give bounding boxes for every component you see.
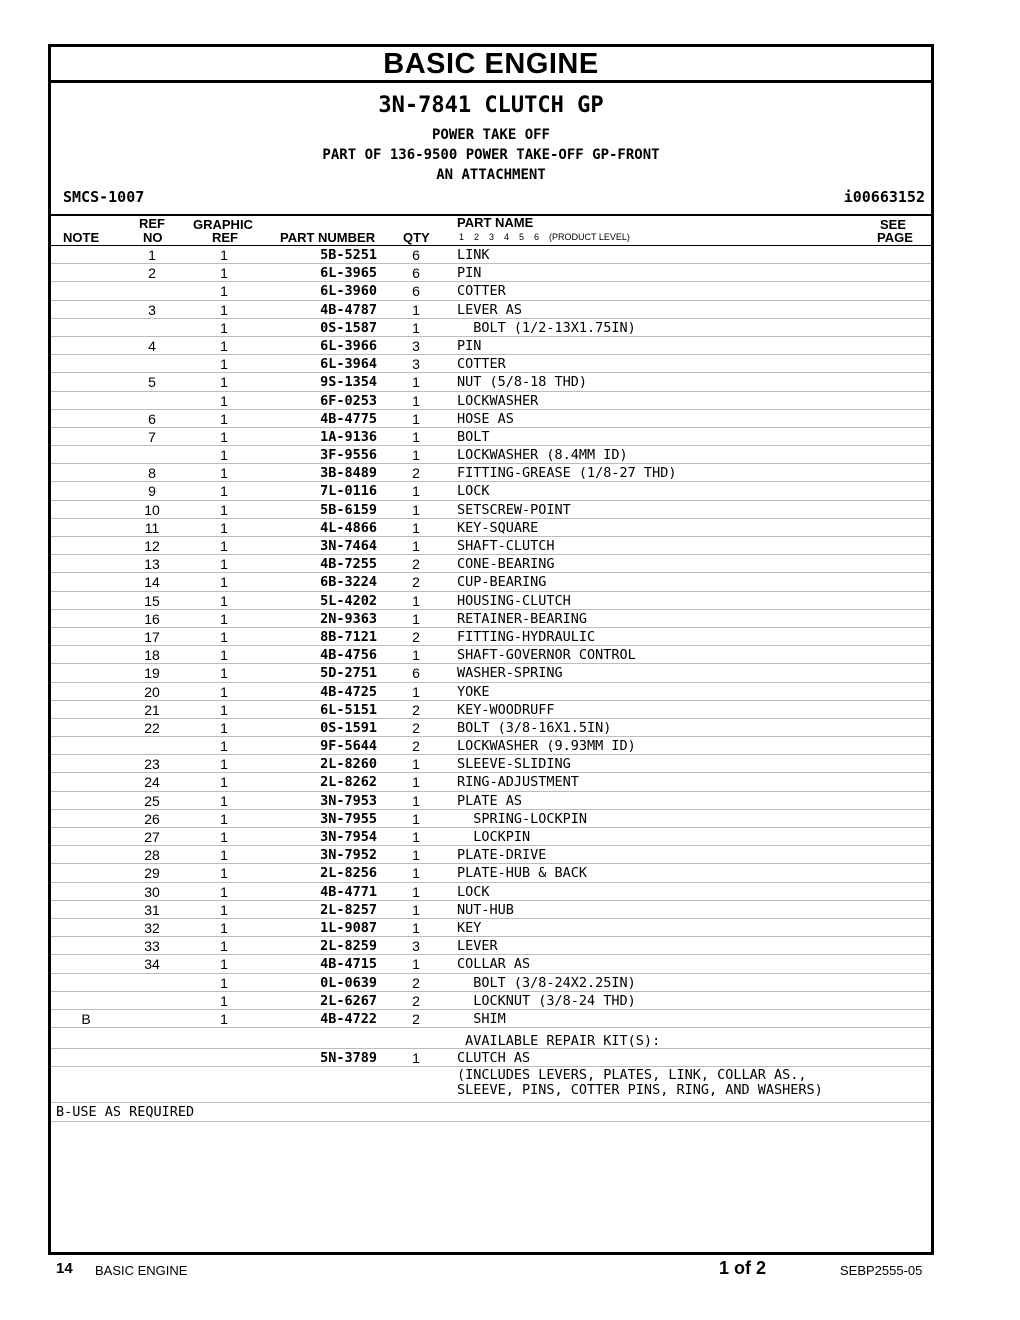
quantity: 2 xyxy=(412,1010,420,1027)
part-name: LOCKNUT (3/8-24 THD) xyxy=(457,992,636,1009)
quantity: 1 xyxy=(412,301,420,318)
graphic-ref: 1 xyxy=(220,337,228,354)
ref-number: 9 xyxy=(148,483,156,500)
quantity: 2 xyxy=(412,574,420,591)
quantity: 2 xyxy=(412,465,420,482)
quantity: 1 xyxy=(412,392,420,409)
ref-number: 33 xyxy=(144,938,160,955)
quantity: 1 xyxy=(412,883,420,900)
table-row xyxy=(51,646,931,664)
graphic-ref: 1 xyxy=(220,465,228,482)
part-number: 5B-5251 xyxy=(320,247,377,263)
part-number: 4B-4771 xyxy=(320,883,377,900)
parts-table-body xyxy=(51,246,931,1028)
part-name: LOCKWASHER (8.4MM ID) xyxy=(457,447,628,464)
parts-list-frame xyxy=(48,44,934,1255)
part-number: 2L-8257 xyxy=(320,901,377,918)
part-number: 4B-4715 xyxy=(320,956,377,973)
part-number: 2L-6267 xyxy=(320,992,377,1009)
table-row xyxy=(51,446,931,464)
table-row xyxy=(51,755,931,773)
ref-number: 25 xyxy=(144,792,160,809)
part-number: 3B-8489 xyxy=(320,465,377,482)
ref-number: 28 xyxy=(144,847,160,864)
ref-number: 21 xyxy=(144,701,160,718)
col-graphic-bottom: REF xyxy=(212,230,238,245)
quantity: 1 xyxy=(412,410,420,427)
quantity: 1 xyxy=(412,538,420,554)
part-name: PIN xyxy=(457,265,482,282)
footnote-row xyxy=(51,1103,931,1122)
table-row xyxy=(51,392,931,410)
table-row xyxy=(51,864,931,882)
table-row xyxy=(51,683,931,701)
part-name: FITTING-HYDRAULIC xyxy=(457,628,596,645)
part-name: SHAFT-CLUTCH xyxy=(457,538,555,554)
page-of: 1 of 2 xyxy=(719,1258,767,1278)
part-name: FITTING-GREASE (1/8-27 THD) xyxy=(457,465,677,482)
table-row xyxy=(51,919,931,937)
graphic-ref: 1 xyxy=(220,556,228,573)
part-name: SHAFT-GOVERNOR CONTROL xyxy=(457,647,636,664)
note-cell: B xyxy=(81,1010,91,1027)
part-number: 4B-4775 xyxy=(320,410,377,427)
table-row xyxy=(51,573,931,591)
quantity: 2 xyxy=(412,992,420,1009)
graphic-ref: 1 xyxy=(220,738,228,755)
part-name: LOCKWASHER (9.93MM ID) xyxy=(457,738,636,755)
part-name: PLATE AS xyxy=(457,792,523,809)
quantity: 6 xyxy=(412,265,420,282)
col-ref-no-bottom: NO xyxy=(143,230,163,245)
part-number: 4B-4787 xyxy=(320,301,377,318)
col-part-number: PART NUMBER xyxy=(280,230,376,245)
ref-number: 2 xyxy=(148,265,156,282)
part-name: RETAINER-BEARING xyxy=(457,610,588,627)
part-number: 3F-9556 xyxy=(320,447,377,464)
graphic-ref: 1 xyxy=(220,956,228,973)
ref-number: 34 xyxy=(144,956,160,973)
table-row xyxy=(51,264,931,282)
repair-kit-note: (INCLUDES LEVERS, PLATES, LINK, COLLAR AS., SLEEVE, PINS, COTTER PINS, RING, AND WASHERS) xyxy=(457,1067,823,1099)
ref-number: 4 xyxy=(148,337,156,354)
quantity: 3 xyxy=(412,337,420,354)
part-number: 7L-0116 xyxy=(320,483,377,500)
graphic-ref: 1 xyxy=(220,356,228,373)
ref-number: 24 xyxy=(144,774,160,791)
col-note: NOTE xyxy=(63,230,100,245)
ref-number: 13 xyxy=(144,556,160,573)
part-number: 4B-4722 xyxy=(320,1010,377,1027)
footnote: B-USE AS REQUIRED xyxy=(56,1104,195,1121)
quantity: 3 xyxy=(412,356,420,373)
table-row xyxy=(51,901,931,919)
ref-number: 14 xyxy=(144,574,160,591)
part-name: LEVER xyxy=(457,938,498,955)
repair-kit-note-row xyxy=(51,1067,931,1103)
table-row xyxy=(51,301,931,319)
ref-number: 6 xyxy=(148,410,156,427)
repair-kit-row xyxy=(51,1049,931,1067)
quantity: 1 xyxy=(412,756,420,773)
part-name: LOCKPIN xyxy=(457,829,531,845)
table-row xyxy=(51,246,931,264)
ref-number: 1 xyxy=(148,247,156,263)
part-number: 2L-8259 xyxy=(320,938,377,955)
part-name: YOKE xyxy=(457,683,490,700)
ref-number: 20 xyxy=(144,683,160,700)
part-number: 2L-8262 xyxy=(320,774,377,791)
part-name: PIN xyxy=(457,337,482,354)
part-number: 6L-3964 xyxy=(320,356,377,373)
ref-number: 5 xyxy=(148,374,156,391)
quantity: 6 xyxy=(412,665,420,682)
smcs-code: SMCS-1007 xyxy=(63,188,145,206)
column-header xyxy=(51,216,931,246)
part-number: 0L-0639 xyxy=(320,974,377,991)
graphic-ref: 1 xyxy=(220,628,228,645)
table-row xyxy=(51,883,931,901)
part-name: SLEEVE-SLIDING xyxy=(457,756,571,773)
table-row xyxy=(51,337,931,355)
col-qty: QTY xyxy=(403,230,430,245)
part-number: 9F-5644 xyxy=(320,738,377,755)
ref-number: 27 xyxy=(144,829,160,845)
part-number: 5L-4202 xyxy=(320,592,377,609)
graphic-ref: 1 xyxy=(220,592,228,609)
part-number: 4L-4866 xyxy=(320,519,377,536)
graphic-ref: 1 xyxy=(220,701,228,718)
graphic-ref: 1 xyxy=(220,810,228,827)
graphic-ref: 1 xyxy=(220,538,228,554)
part-name: RING-ADJUSTMENT xyxy=(457,774,579,791)
quantity: 1 xyxy=(412,774,420,791)
graphic-ref: 1 xyxy=(220,483,228,500)
table-row xyxy=(51,846,931,864)
part-number: 2L-8256 xyxy=(320,865,377,882)
graphic-ref: 1 xyxy=(220,938,228,955)
ref-number: 32 xyxy=(144,919,160,936)
quantity: 6 xyxy=(412,247,420,263)
graphic-ref: 1 xyxy=(220,301,228,318)
part-name: LOCK xyxy=(457,883,490,900)
graphic-ref: 1 xyxy=(220,847,228,864)
part-name: CONE-BEARING xyxy=(457,556,555,573)
graphic-ref: 1 xyxy=(220,756,228,773)
graphic-ref: 1 xyxy=(220,610,228,627)
graphic-ref: 1 xyxy=(220,319,228,336)
table-row xyxy=(51,410,931,428)
ref-number: 26 xyxy=(144,810,160,827)
table-row xyxy=(51,828,931,846)
table-row xyxy=(51,501,931,519)
quantity: 1 xyxy=(412,847,420,864)
part-name: CLUTCH AS xyxy=(457,1050,531,1067)
part-name: LOCKWASHER xyxy=(457,392,539,409)
quantity: 1 xyxy=(412,647,420,664)
quantity: 2 xyxy=(412,556,420,573)
table-row xyxy=(51,282,931,300)
graphic-ref: 1 xyxy=(220,792,228,809)
part-name: HOUSING-CLUTCH xyxy=(457,592,571,609)
graphic-ref: 1 xyxy=(220,1010,228,1027)
ref-number: 15 xyxy=(144,592,160,609)
table-row xyxy=(51,355,931,373)
part-name: BOLT (3/8-24X2.25IN) xyxy=(457,974,636,991)
part-number: 0S-1591 xyxy=(320,719,377,736)
table-row xyxy=(51,537,931,555)
quantity: 1 xyxy=(412,683,420,700)
table-row xyxy=(51,992,931,1010)
page-number: 14 xyxy=(56,1260,73,1277)
quantity: 1 xyxy=(412,319,420,336)
ref-number: 19 xyxy=(144,665,160,682)
table-row xyxy=(51,464,931,482)
subtitle-2: PART OF 136-9500 POWER TAKE-OFF GP-FRONT xyxy=(322,147,660,163)
graphic-ref: 1 xyxy=(220,265,228,282)
ref-number: 23 xyxy=(144,756,160,773)
ref-number: 17 xyxy=(144,628,160,645)
ref-number: 12 xyxy=(144,538,160,554)
ref-number: 11 xyxy=(144,519,160,536)
part-number: 6L-3965 xyxy=(320,265,377,282)
table-row xyxy=(51,719,931,737)
ref-number: 8 xyxy=(148,465,156,482)
table-row xyxy=(51,1010,931,1028)
table-row xyxy=(51,737,931,755)
subtitle-3: AN ATTACHMENT xyxy=(436,167,546,183)
part-number: 3N-7954 xyxy=(320,829,377,845)
part-name: SHIM xyxy=(457,1010,506,1027)
graphic-ref: 1 xyxy=(220,283,228,300)
col-graphic-top: GRAPHIC xyxy=(193,217,253,232)
part-number: 3N-7953 xyxy=(320,792,377,809)
part-number: 3N-7955 xyxy=(320,810,377,827)
part-name: PLATE-DRIVE xyxy=(457,847,547,864)
quantity: 2 xyxy=(412,701,420,718)
graphic-ref: 1 xyxy=(220,374,228,391)
col-part-name: PART NAME xyxy=(457,215,534,230)
graphic-ref: 1 xyxy=(220,410,228,427)
table-row xyxy=(51,428,931,446)
table-row xyxy=(51,810,931,828)
part-name: KEY-WOODRUFF xyxy=(457,701,555,718)
table-row xyxy=(51,628,931,646)
part-name: NUT (5/8-18 THD) xyxy=(457,374,588,391)
table-row xyxy=(51,519,931,537)
part-name: COTTER xyxy=(457,283,506,300)
section-title: BASIC ENGINE xyxy=(51,47,931,83)
quantity: 2 xyxy=(412,719,420,736)
graphic-ref: 1 xyxy=(220,919,228,936)
col-see-bottom: PAGE xyxy=(877,230,913,245)
repair-kit-heading-row xyxy=(51,1028,931,1049)
part-number: 3N-7464 xyxy=(320,538,377,554)
quantity: 6 xyxy=(412,283,420,300)
quantity: 1 xyxy=(412,483,420,500)
part-name: CUP-BEARING xyxy=(457,574,547,591)
graphic-ref: 1 xyxy=(220,865,228,882)
quantity: 1 xyxy=(412,501,420,518)
graphic-ref: 1 xyxy=(220,719,228,736)
quantity: 1 xyxy=(412,865,420,882)
part-name: BOLT (1/2-13X1.75IN) xyxy=(457,319,636,336)
illustration-id: i00663152 xyxy=(843,188,925,206)
part-number: 0S-1587 xyxy=(320,319,377,336)
part-number: 3N-7952 xyxy=(320,847,377,864)
quantity: 2 xyxy=(412,628,420,645)
table-row xyxy=(51,610,931,628)
part-number: 5N-3789 xyxy=(320,1050,377,1067)
table-row xyxy=(51,974,931,992)
ref-number: 22 xyxy=(144,719,160,736)
table-row xyxy=(51,319,931,337)
table-row xyxy=(51,792,931,810)
ref-number: 3 xyxy=(148,301,156,318)
quantity: 1 xyxy=(412,592,420,609)
table-row xyxy=(51,937,931,955)
ref-number: 10 xyxy=(144,501,160,518)
quantity: 1 xyxy=(412,810,420,827)
graphic-ref: 1 xyxy=(220,774,228,791)
part-name: SETSCREW-POINT xyxy=(457,501,571,518)
part-name: LOCK xyxy=(457,483,490,500)
quantity: 2 xyxy=(412,974,420,991)
part-name: LINK xyxy=(457,247,490,263)
quantity: 1 xyxy=(412,610,420,627)
quantity: 1 xyxy=(412,447,420,464)
ref-number: 29 xyxy=(144,865,160,882)
table-row xyxy=(51,555,931,573)
graphic-ref: 1 xyxy=(220,665,228,682)
group-header xyxy=(51,83,931,216)
footer-section: BASIC ENGINE xyxy=(95,1263,188,1278)
subtitle-1: POWER TAKE OFF xyxy=(431,127,550,143)
col-ref-no-top: REF xyxy=(139,216,165,231)
part-number: 2L-8260 xyxy=(320,756,377,773)
quantity: 1 xyxy=(412,956,420,973)
table-row xyxy=(51,373,931,391)
graphic-ref: 1 xyxy=(220,501,228,518)
part-name: HOSE AS xyxy=(457,410,514,427)
part-number: 5B-6159 xyxy=(320,501,377,518)
document-number: SEBP2555-05 xyxy=(840,1263,923,1278)
table-row xyxy=(51,482,931,500)
graphic-ref: 1 xyxy=(220,992,228,1009)
quantity: 1 xyxy=(412,374,420,391)
quantity: 1 xyxy=(412,1050,420,1067)
table-row xyxy=(51,592,931,610)
repair-kit-heading: AVAILABLE REPAIR KIT(S): xyxy=(457,1033,661,1050)
ref-number: 18 xyxy=(144,647,160,664)
part-name: WASHER-SPRING xyxy=(457,665,563,682)
table-row xyxy=(51,664,931,682)
quantity: 1 xyxy=(412,792,420,809)
graphic-ref: 1 xyxy=(220,683,228,700)
part-name: COLLAR AS xyxy=(457,956,531,973)
quantity: 1 xyxy=(412,829,420,845)
part-name: BOLT (3/8-16X1.5IN) xyxy=(457,719,612,736)
graphic-ref: 1 xyxy=(220,428,228,445)
group-title: 3N-7841 CLUTCH GP xyxy=(378,93,604,118)
quantity: 1 xyxy=(412,919,420,936)
part-number: 4B-4725 xyxy=(320,683,377,700)
part-name: SPRING-LOCKPIN xyxy=(457,810,588,827)
table-row xyxy=(51,955,931,973)
quantity: 1 xyxy=(412,901,420,918)
quantity: 2 xyxy=(412,738,420,755)
graphic-ref: 1 xyxy=(220,247,228,263)
part-name: LEVER AS xyxy=(457,301,523,318)
part-number: 6L-5151 xyxy=(320,701,377,718)
part-number: 9S-1354 xyxy=(320,374,377,391)
part-number: 1L-9087 xyxy=(320,919,377,936)
graphic-ref: 1 xyxy=(220,519,228,536)
part-name: PLATE-HUB & BACK xyxy=(457,865,588,882)
col-see-top: SEE xyxy=(880,217,907,232)
table-row xyxy=(51,701,931,719)
ref-number: 30 xyxy=(144,883,160,900)
part-name: NUT-HUB xyxy=(457,901,514,918)
graphic-ref: 1 xyxy=(220,574,228,591)
part-number: 2N-9363 xyxy=(320,610,377,627)
graphic-ref: 1 xyxy=(220,647,228,664)
part-name: KEY-SQUARE xyxy=(457,519,539,536)
part-number: 6F-0253 xyxy=(320,392,377,409)
quantity: 3 xyxy=(412,938,420,955)
quantity: 1 xyxy=(412,519,420,536)
ref-number: 31 xyxy=(144,901,160,918)
part-number: 4B-7255 xyxy=(320,556,377,573)
quantity: 1 xyxy=(412,428,420,445)
graphic-ref: 1 xyxy=(220,901,228,918)
graphic-ref: 1 xyxy=(220,447,228,464)
part-number: 6L-3966 xyxy=(320,337,377,354)
table-row xyxy=(51,773,931,791)
col-product-level: 1 2 3 4 5 6 (PRODUCT LEVEL) xyxy=(459,232,630,242)
part-number: 6B-3224 xyxy=(320,574,377,591)
graphic-ref: 1 xyxy=(220,974,228,991)
ref-number: 16 xyxy=(144,610,160,627)
part-number: 6L-3960 xyxy=(320,283,377,300)
part-name: KEY xyxy=(457,919,482,936)
graphic-ref: 1 xyxy=(220,392,228,409)
part-name: BOLT xyxy=(457,428,490,445)
part-name: COTTER xyxy=(457,356,506,373)
part-number: 5D-2751 xyxy=(320,665,377,682)
part-number: 8B-7121 xyxy=(320,628,377,645)
part-number: 1A-9136 xyxy=(320,428,377,445)
part-number: 4B-4756 xyxy=(320,647,377,664)
graphic-ref: 1 xyxy=(220,829,228,845)
graphic-ref: 1 xyxy=(220,883,228,900)
ref-number: 7 xyxy=(148,428,156,445)
